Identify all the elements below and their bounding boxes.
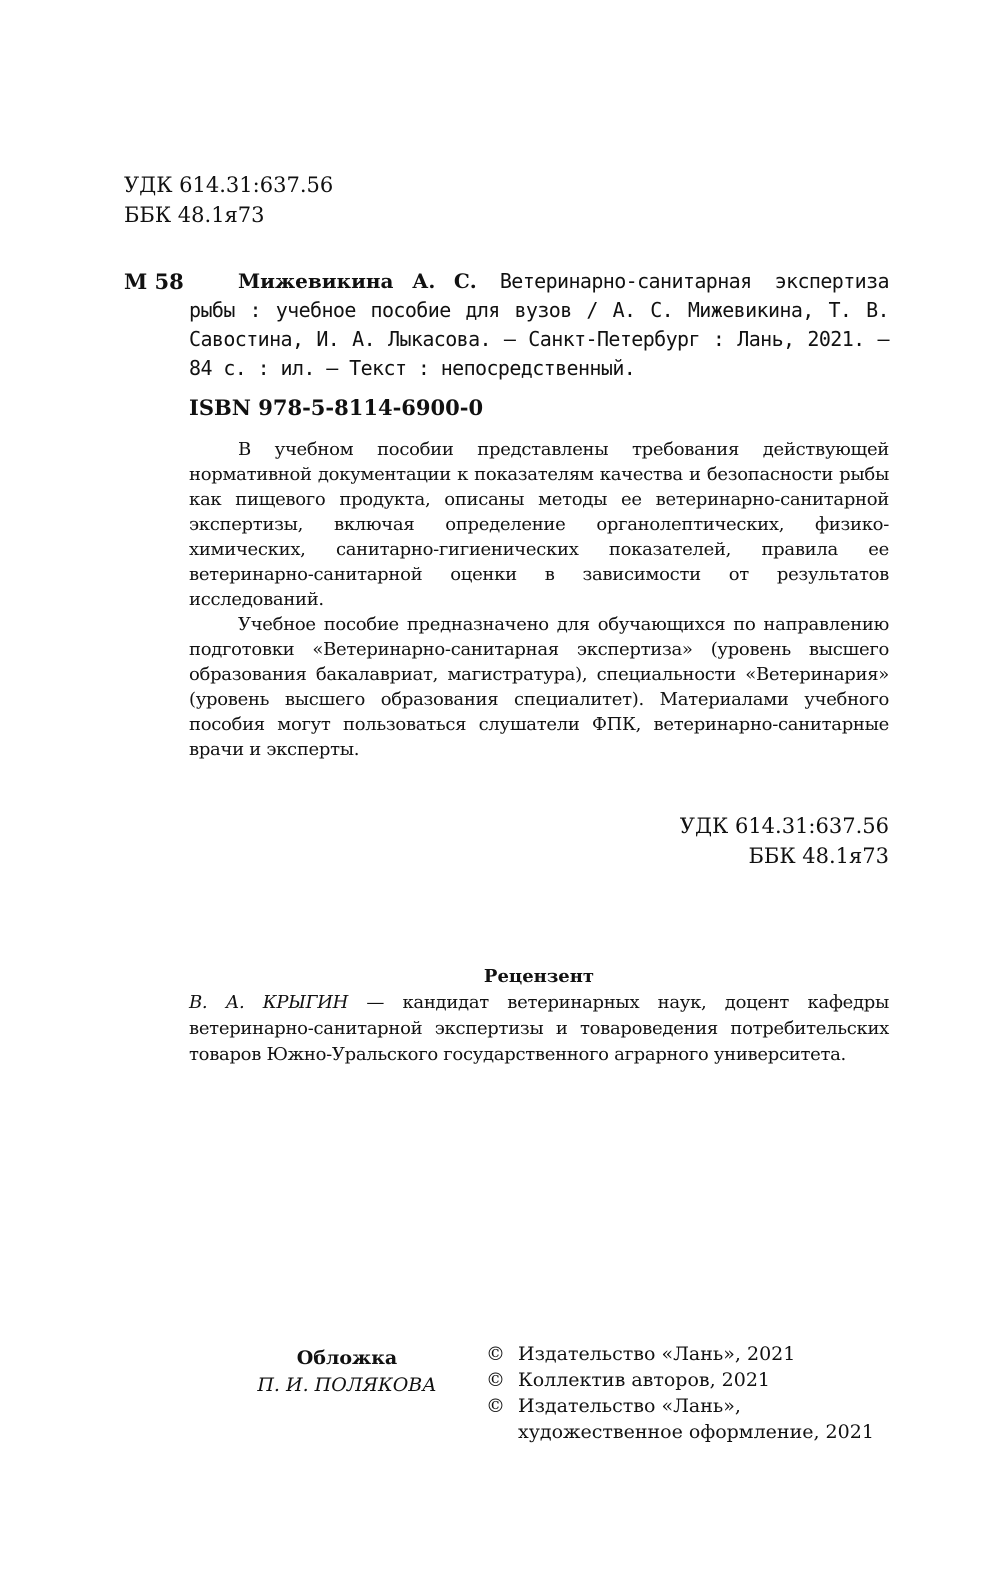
copyright-line xyxy=(486,1367,896,1393)
copyright-icon: © xyxy=(486,1395,505,1417)
classification-codes-bottom xyxy=(189,811,889,871)
udc-code: УДК 614.31:637.56 xyxy=(124,173,334,197)
copyright-text: Издательство «Лань», 2021 xyxy=(518,1343,796,1365)
reviewer-name: В. А. КРЫГИН xyxy=(189,992,349,1013)
cover-heading: Обложка xyxy=(296,1347,398,1369)
copyright-text-continuation: художественное оформление, 2021 xyxy=(518,1421,874,1443)
udc-code: УДК 614.31:637.56 xyxy=(679,814,889,838)
cover-designer: П. И. ПОЛЯКОВА xyxy=(257,1374,437,1396)
copyright-icon: © xyxy=(486,1369,505,1391)
reviewer-heading: Рецензент xyxy=(483,966,595,987)
description-text: Ветеринарно-санитарная экспертиза рыбы : учебное пособие для вузов / А. С. Мижевикина, Т. В. Савостина, И. А. Лыкасова. — Санкт-Петербург : Лань, 2021. — 84 с. : ил. — Текст : непосредственный. xyxy=(189,269,889,380)
reviewer-info xyxy=(189,990,889,1068)
copyright-line xyxy=(486,1393,896,1419)
copyright-text: Издательство «Лань», xyxy=(518,1395,741,1417)
copyright-line xyxy=(486,1341,896,1367)
annotation-paragraph: В учебном пособии представлены требования действующей нормативной документации к показателям качества и безопасности рыбы как пищевого продукта, описаны методы ее ветеринарно-санитарной экспертизы, включая определение органолептических, физико-химических, санитарно-гигиенических показателей, правила ее ветеринарно-санитарной оценки в зависимости от результатов исследований. xyxy=(189,439,889,610)
cover-credit xyxy=(229,1345,465,1399)
bibliographic-description xyxy=(189,267,889,383)
author-name: Мижевикина А. С. xyxy=(238,269,477,293)
author-sign: М 58 xyxy=(124,269,184,294)
annotation-paragraph: Учебное пособие предназначено для обучающихся по направлению подготовки «Ветеринарно-санитарная экспертиза» (уровень высшего образования бакалавриат, магистратура), специальности «Ветеринария» (уровень высшего образования специалитет). Материалами учебного пособия могут пользоваться слушатели ФПК, ветеринарно-санитарные врачи и эксперты. xyxy=(189,614,889,760)
reviewer-description: — кандидат ветеринарных наук, доцент кафедры ветеринарно-санитарной экспертизы и товароведения потребительских товаров Южно-Уральского государственного аграрного университета. xyxy=(189,992,889,1065)
bbk-code: ББК 48.1я73 xyxy=(748,844,889,868)
annotation xyxy=(189,437,889,762)
reviewer-section xyxy=(189,964,889,1068)
copyright-icon: © xyxy=(486,1343,505,1365)
isbn: ISBN 978-5-8114-6900-0 xyxy=(189,395,484,420)
bbk-code: ББК 48.1я73 xyxy=(124,203,265,227)
copyright-notices xyxy=(486,1341,896,1445)
classification-codes-top xyxy=(124,170,333,230)
copyright-text: Коллектив авторов, 2021 xyxy=(518,1369,771,1391)
